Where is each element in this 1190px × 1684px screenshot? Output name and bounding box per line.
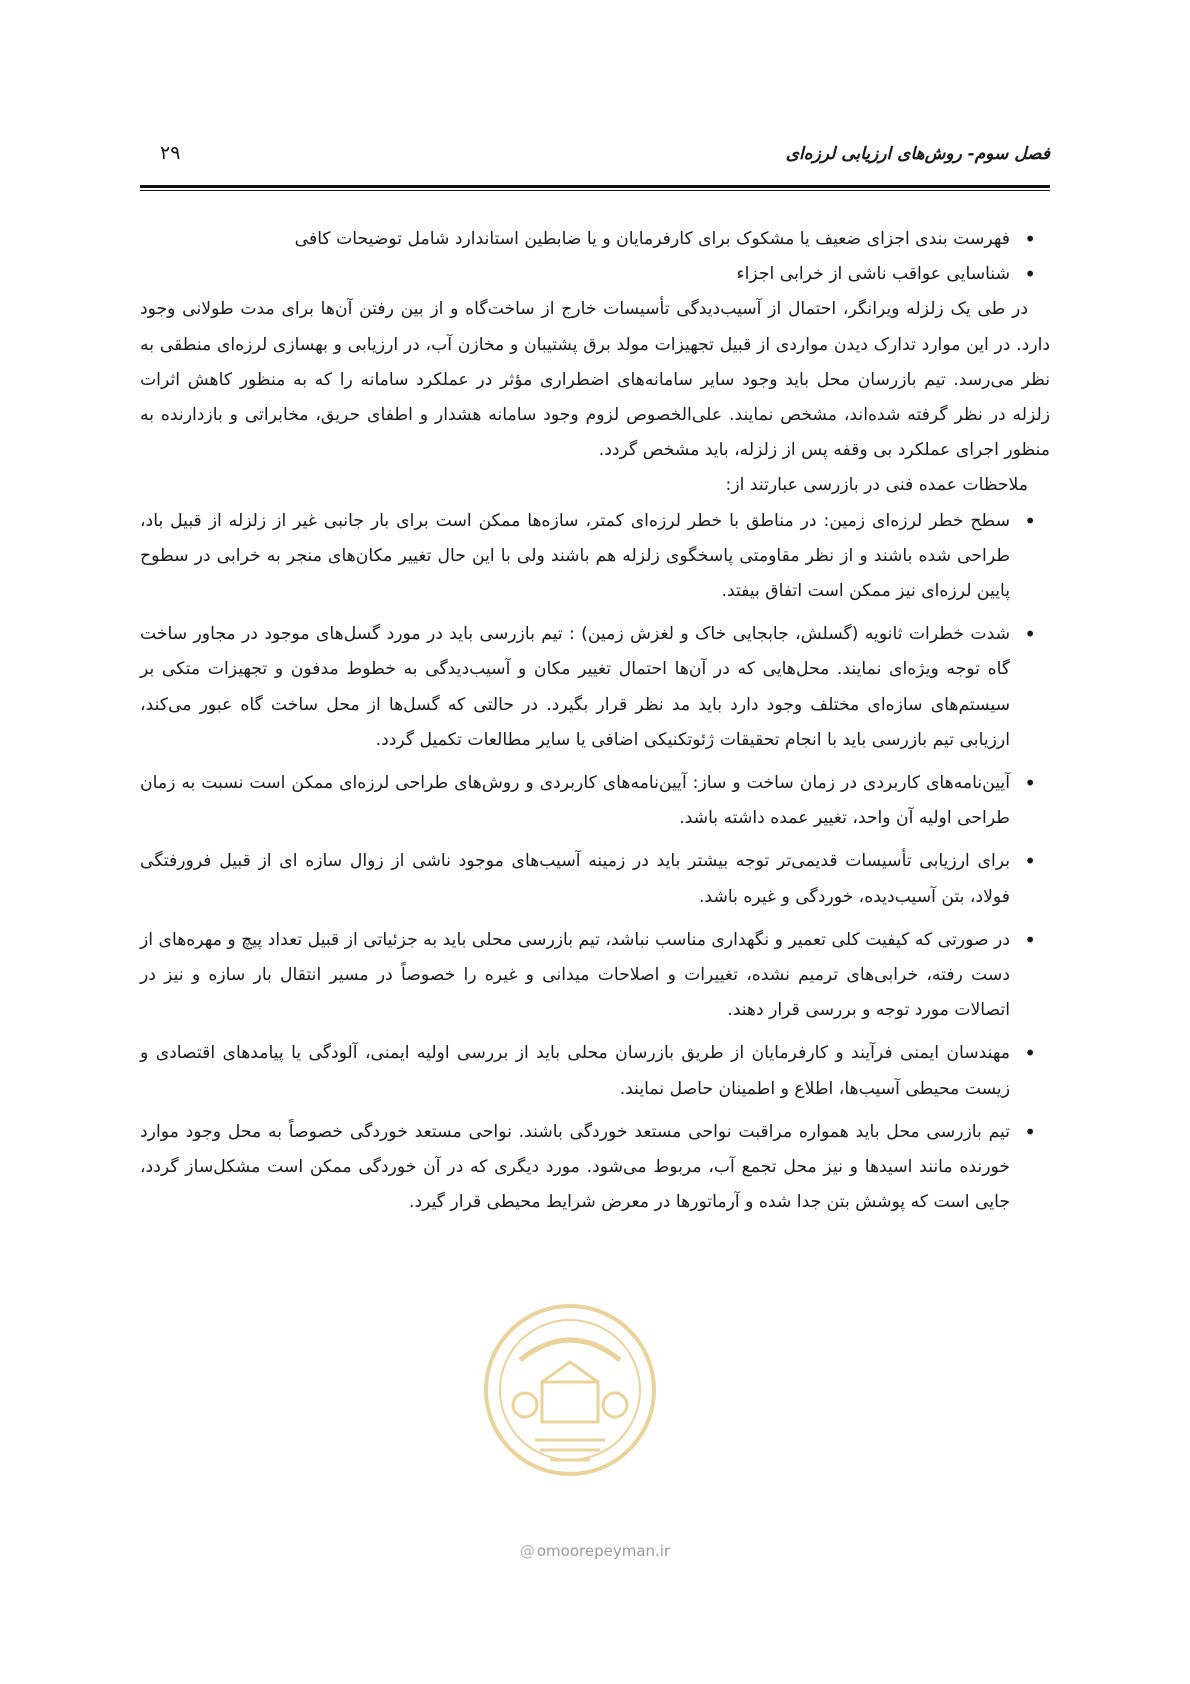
list-item: • سطح خطر لرزه‌ای زمین: در مناطق با خطر لرزه‌ای کمتر، سازه‌ها ممکن است برای بار جانبی غیر از زلزله از قبیل باد، طراحی شده باشند و از نظر مقاومتی پاسخگوی زلزله هم باشند ولی با این حال تغییر مکان‌های منجر به خرابی در سطوح پایین لرزه‌ای نیز ممکن است اتفاق بیفتد. bbox=[140, 504, 1050, 610]
page-body bbox=[140, 222, 1050, 1228]
list-item: • در صورتی که کیفیت کلی تعمیر و نگهداری مناسب نباشد، تیم بازرسی محلی باید به جزئیاتی از قبیل تعداد پیچ و مهره‌های از دست رفته، خرابی‌های ترمیم نشده، تغییرات و اصلاحات میدانی و غیره را خصوصاً در مسیر انتقال بار سازه و نیز در اتصالات مورد توجه و بررسی قرار دهند. bbox=[140, 923, 1050, 1029]
header-rule bbox=[140, 185, 1050, 191]
page-header bbox=[140, 138, 1050, 178]
list-item: • فهرست بندی اجزای ضعیف یا مشکوک برای کارفرمایان و یا ضابطین استاندارد شامل توضیحات کافی bbox=[140, 222, 1050, 257]
list-item: • شناسایی عواقب ناشی از خرابی اجزاء bbox=[140, 257, 1050, 292]
lead-in-paragraph: ملاحظات عمده فنی در بازرسی عبارتند از: bbox=[725, 475, 1028, 496]
chapter-title: فصل سوم- روش‌های ارزیابی لرزه‌ای bbox=[785, 144, 1050, 164]
list-item: • تیم بازرسی محل باید همواره مراقبت نواحی مستعد خوردگی باشند. نواحی مستعد خوردگی خصوصاً به محل وجود موارد خورنده مانند اسیدها و نیز محل تجمع آب، مربوط می‌شود. مورد دیگری که در آن خوردگی ممکن است مشکل‌ساز گردد، جایی است که پوشش بتن جدا شده و آرماتورها در معرض شرایط محیطی قرار گیرد. bbox=[140, 1115, 1050, 1221]
at-sign-icon: @ bbox=[519, 1542, 535, 1560]
top-bullet-list bbox=[140, 222, 1050, 292]
watermark-seal-logo-icon bbox=[480, 1300, 660, 1480]
list-item: • مهندسان ایمنی فرآیند و کارفرمایان از طریق بازرسان محلی باید از بررسی اولیه ایمنی، آلودگی یا پیامدهای اقتصادی و زیست محیطی آسیب‌ها، اطلاع و اطمینان حاصل نمایند. bbox=[140, 1036, 1050, 1106]
watermark-url: omoorepeyman.ir bbox=[536, 1542, 671, 1560]
page-number: ۲۹ bbox=[160, 142, 181, 164]
watermark-site bbox=[0, 1542, 1190, 1560]
considerations-bullet-list bbox=[140, 504, 1050, 1221]
body-paragraph: در طی یک زلزله ویرانگر، احتمال از آسیب‌دیدگی تأسیسات خارج از ساخت‌گاه و از بین رفتن آن‌ها برای مدت طولانی وجود دارد. در این موارد تدارک دیدن مواردی از قبیل تجهیزات مولد برق پشتیبان و مخازن آب، در ارزیابی و بهسازی لرزه‌ای منطقی به نظر می‌رسد. تیم بازرسان محل باید وجود سایر سامانه‌های اضطراری مؤثر در عملکرد سامانه را که به منظور کاهش اثرات زلزله در نظر گرفته شده‌اند، مشخص نمایند. علی‌الخصوص لزوم وجود سامانه هشدار و اطفای حریق، مخابراتی و بازدارنده به منظور اجرای عملکرد بی وقفه پس از زلزله، باید مشخص گردد. bbox=[140, 299, 1050, 461]
list-item: • آیین‌نامه‌های کاربردی در زمان ساخت و ساز: آیین‌نامه‌های کاربردی و روش‌های طراحی لرزه‌ای ممکن است نسبت به زمان طراحی اولیه آن واحد، تغییر عمده داشته باشد. bbox=[140, 766, 1050, 836]
list-item: • برای ارزیابی تأسیسات قدیمی‌تر توجه بیشتر باید در زمینه آسیب‌های موجود ناشی از زوال سازه ای از قبیل فرورفتگی فولاد، بتن آسیب‌دیده، خوردگی و غیره باشد. bbox=[140, 844, 1050, 914]
list-item: • شدت خطرات ثانویه (گسلش، جابجایی خاک و لغزش زمین) : تیم بازرسی باید در مورد گسل‌های موجود در مجاور ساخت گاه توجه ویژه‌ای نمایند. محل‌هایی که در آن‌ها احتمال تغییر مکان و آسیب‌دیدگی به خطوط مدفون و تجهیزات متکی بر سیستم‌های سازه‌ای مختلف وجود دارد باید مد نظر قرار بگیرد. در حالتی که گسل‌ها از محل ساخت گاه عبور می‌کند، ارزیابی تیم بازرسی باید با انجام تحقیقات ژئوتکنیکی اضافی یا سایر مطالعات تکمیل گردد. bbox=[140, 617, 1050, 758]
